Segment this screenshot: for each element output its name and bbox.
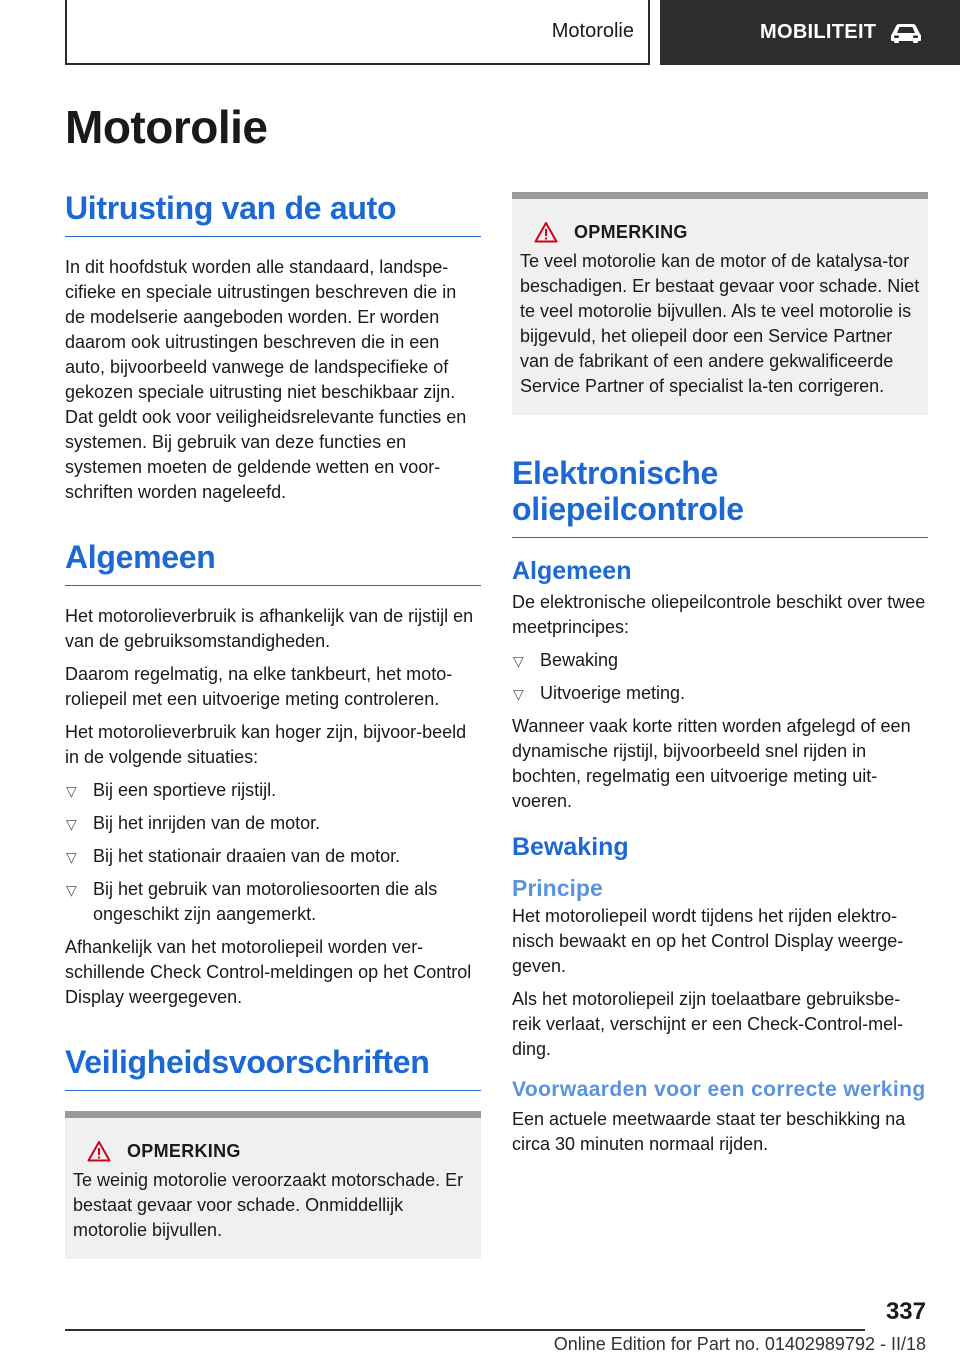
principle-list (512, 648, 928, 706)
list-item: ▽ Bij het inrijden van de motor. (65, 811, 481, 836)
footer-divider (65, 1329, 865, 1331)
equipment-paragraph: In dit hoofdstuk worden alle standaard, landspe-cifieke en speciale uitrustingen beschreven die in de modelserie aangeboden worden. Er worden daarom ook uitrustingen beschreven die in een auto, bijvoorbeeld vanwege de landspecifieke of gekozen speciale uitrusting niet beschikbaar zijn. Dat geldt ook voor veiligheidsrelevante functies en systemen. Bij gebruik van deze functies en systemen moeten de geldende wetten en voor-schriften worden nageleefd. (65, 257, 467, 502)
subsection-title-monitoring: Bewaking (512, 833, 629, 861)
warning-note (512, 192, 928, 415)
triangle-bullet-icon: ▽ (513, 653, 524, 669)
subsubsection-title-conditions: Voorwaarden voor een correcte werking (512, 1078, 926, 1101)
note-label: OPMERKING (574, 221, 688, 242)
list-item: ▽ Bewaking (512, 648, 928, 673)
monitoring-paragraph-1: Het motoroliepeil wordt tijdens het rijden elektro-nisch bewaakt en op het Control Display weerge-geven. (512, 906, 904, 976)
list-item: ▽ Bij het gebruik van motoroliesoorten die als ongeschikt zijn aangemerkt. (66, 879, 438, 924)
triangle-bullet-icon: ▽ (66, 816, 77, 832)
header-section-label: Motorolie (551, 20, 634, 42)
note-text: Te weinig motorolie veroorzaakt motorschade. Er bestaat gevaar voor schade. Onmiddellijk motorolie bijvullen. (73, 1170, 464, 1240)
monitoring-paragraph-2: Als het motoroliepeil zijn toelaatbare gebruiksbe-reik verlaat, verschijnt er een Check-Control-mel-ding. (512, 989, 904, 1059)
header-chapter-tab (660, 0, 960, 65)
note-header (73, 1140, 473, 1162)
page-number: 337 (885, 1298, 926, 1325)
note-label: OPMERKING (127, 1140, 241, 1161)
triangle-bullet-icon: ▽ (66, 882, 77, 898)
conditions-paragraph: Een actuele meetwaarde staat ter beschikking na circa 30 minuten normaal rijden. (512, 1109, 906, 1154)
general-paragraph-4: Afhankelijk van het motoroliepeil worden ver-schillende Check Control-meldingen op het Control Display weergegeven. (65, 937, 472, 1007)
section-title-oil-level-control: Elektronische oliepeilcontrole (512, 455, 928, 538)
page-title: Motorolie (65, 101, 268, 153)
subsubsection-title-principle: Principe (512, 875, 603, 901)
list-item: ▽ Bij een sportieve rijstijl. (65, 778, 481, 803)
section-title-general: Algemeen (65, 539, 481, 586)
general-paragraph-3: Het motorolieverbruik kan hoger zijn, bijvoor-beeld in de volgende situaties: (65, 722, 467, 767)
note-text: Te veel motorolie kan de motor of de katalysa-tor beschadigen. Er bestaat gevaar voor schade. Niet te veel motorolie bijvullen. Als te veel motorolie is bijgevuld, het oliepeil door een Service Partner van de fabrikant of een andere gekwalificeerde Service Partner of specialist la-ten corrigeren. (520, 251, 920, 396)
car-icon (888, 22, 924, 44)
general-paragraph-1: Het motorolieverbruik is afhankelijk van de rijstijl en van de gebruiksomstandigheden. (65, 606, 474, 651)
triangle-bullet-icon: ▽ (66, 783, 77, 799)
header-section-tab (65, 0, 650, 65)
warning-icon (534, 221, 558, 243)
warning-icon (87, 1140, 111, 1162)
right-column (512, 192, 928, 1165)
oil-control-paragraph-1: De elektronische oliepeilcontrole beschikt over twee meetprincipes: (512, 592, 926, 637)
header-chapter-label: MOBILITEIT (760, 21, 877, 43)
general-paragraph-2: Daarom regelmatig, na elke tankbeurt, het moto-roliepeil met een uitvoerige meting controleren. (65, 664, 453, 709)
section-title-equipment: Uitrusting van de auto (65, 190, 481, 237)
note-header (520, 221, 920, 243)
triangle-bullet-icon: ▽ (513, 686, 524, 702)
list-item: ▽ Bij het stationair draaien van de motor. (65, 844, 481, 869)
warning-note (65, 1111, 481, 1259)
oil-control-paragraph-2: Wanneer vaak korte ritten worden afgelegd of een dynamische rijstijl, bijvoorbeeld snel rijden in bochten, regelmatig een uitvoerige meting uit-voeren. (512, 716, 911, 811)
left-column (65, 190, 481, 1259)
situation-list (65, 778, 481, 927)
section-title-safety: Veiligheidsvoorschriften (65, 1044, 481, 1091)
subsection-title-general: Algemeen (512, 557, 632, 585)
triangle-bullet-icon: ▽ (66, 849, 77, 865)
footer-edition: Online Edition for Part no. 01402989792 - II/18 (553, 1334, 926, 1354)
list-item: ▽ Uitvoerige meting. (512, 681, 928, 706)
